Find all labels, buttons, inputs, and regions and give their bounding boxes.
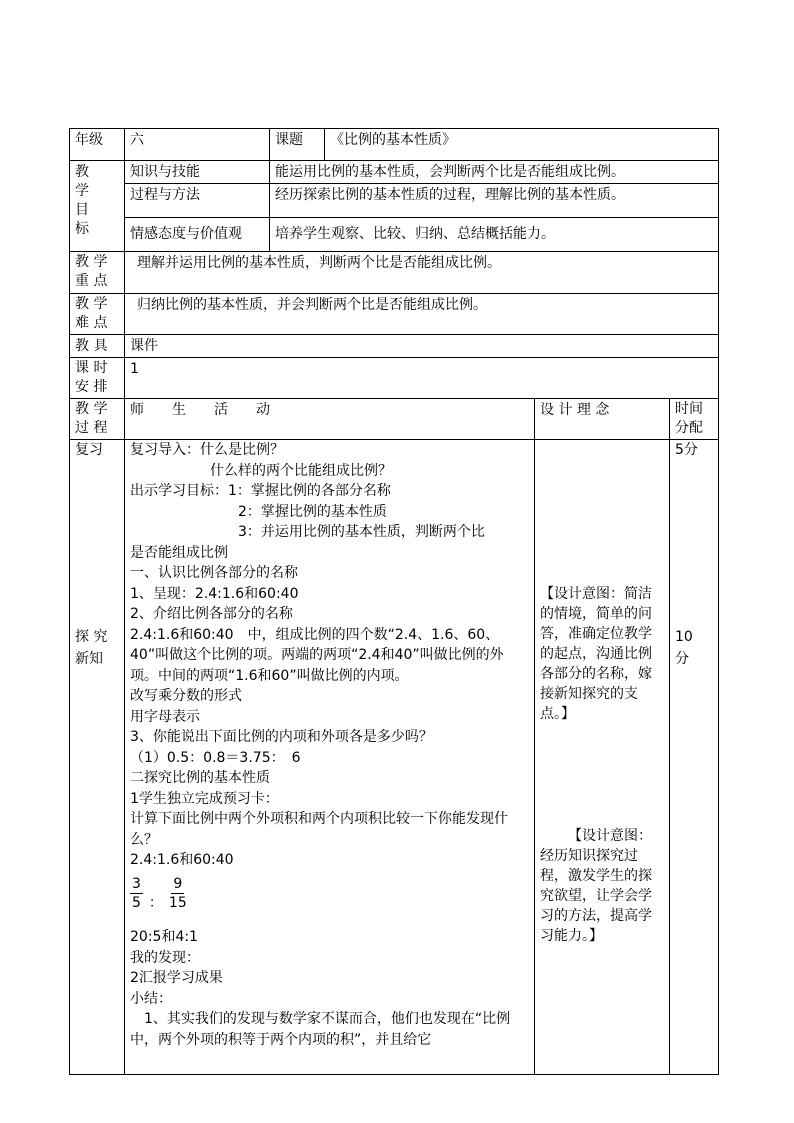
activity-line: 改写乘分数的形式 [130,688,242,704]
time-review: 5分 [675,442,698,458]
time-explore [675,626,693,670]
key-points-text: 理解并运用比例的基本性质，判断两个比是否能组成比例。 [125,252,719,294]
design-note-2: 【设计意图：经历知识探究过程，激发学生的探究欲望，让学会学习的方法，提高学习能力。】 [540,828,652,944]
topic-value: 《比例的基本性质》 [325,129,719,161]
objective-name-attitude: 情感态度与价值观 [125,218,270,252]
activity-body [130,440,529,1074]
activity-line: 20:5和4:1 [130,929,198,945]
design-header: 设 计 理 念 [535,399,670,440]
activity-paragraph: 2.4:1.6和60:40 中，组成比例的四个数“2.4、1.6、60、40”叫做这个比例的项。两端的两项“2.4和40”叫做比例的外项。中间的两项“1.6和60”叫做比例的内项。 [130,626,504,684]
activity-line: （1）0.5：0.8＝3.75： 6 [130,749,301,766]
activity-line: 2、介绍比例各部分的名称 [130,606,293,622]
activity-line: 1学生独立完成预习卡： [130,790,279,807]
time-column [670,440,719,1075]
activity-paragraph: 1、其实我们的发现与数学家不谋而合，他们也发现在“比例中，两个外项的积等于两个内项的积”，并且给它 [130,1011,511,1048]
key-points-label-text: 教 学 重 点 [75,254,108,289]
time-header [670,399,719,440]
activity-line: 2：掌握比例的基本性质 [238,503,387,520]
activity-line: 3、你能说出下面比例的内项和外项各是多少吗？ [130,729,433,745]
stage-explore-text: 探 究 新知 [75,629,108,667]
fraction-separator: ： [148,894,163,911]
fraction-a-denominator: 5 [132,895,141,912]
lesson-plan-table [69,128,719,1075]
stage-explore [75,626,107,670]
objective-text-knowledge: 能运用比例的基本性质，会判断两个比是否能组成比例。 [270,161,719,184]
spacer [130,913,529,927]
key-points-label [70,252,125,294]
fraction-a-numerator: 3 [132,876,141,893]
tools-label: 教 具 [70,335,125,358]
activity-line: 3：并运用比例的基本性质，判断两个比 [238,524,485,540]
objective-name-knowledge: 知识与技能 [125,161,270,184]
fraction-a [130,875,143,912]
process-label [70,399,125,440]
process-label-text: 教 学 过 程 [75,401,108,436]
hours-label [70,358,125,399]
activity-line: 2.4:1.6和60:40 [130,852,234,868]
objectives-label [70,161,125,252]
difficult-points-text: 归纳比例的基本性质，并会判断两个比是否能组成比例。 [125,294,719,335]
activity-paragraph: 计算下面比例中两个外项积和两个内项积比较一下你能发现什么？ [130,811,508,848]
objective-text-attitude: 培养学生观察、比较、归纳、总结概括能力。 [270,218,719,252]
objectives-label-text: 教 学 目 标 [75,164,89,237]
design-body [540,440,664,1074]
activity-line: 二探究比例的基本性质 [130,770,270,786]
activity-line: 用字母表示 [130,708,200,725]
stage-column [70,440,125,1075]
fraction-pair [130,875,187,914]
activity-column [125,440,535,1075]
stage-column-body [75,440,119,1074]
time-header-text: 时间 分配 [675,401,703,436]
difficult-points-label [70,294,125,335]
hours-label-text: 课 时 安 排 [75,360,108,395]
fraction-b-numerator: 9 [173,876,183,893]
stage-review: 复习 [75,442,103,458]
activity-line: 复习导入：什么是比例？ [130,442,284,458]
time-explore-text: 10 分 [675,629,693,667]
design-note-1: 【设计意图：简洁的情境，简单的问答，准确定位教学的起点，沟通比例各部分的名称，嫁接新知探究的支点。】 [540,586,652,722]
difficult-points-label-text: 教 学 难 点 [75,296,108,331]
design-column [535,440,670,1075]
fraction-b [169,875,187,912]
activity-line: 是否能组成比例 [130,544,228,561]
activity-line: 小结： [130,990,172,1007]
activity-line: 1、呈现：2.4:1.6和60:40 [130,585,299,602]
topic-label: 课题 [270,129,325,161]
time-body [675,440,713,1074]
activity-line: 一、认识比例各部分的名称 [130,565,298,581]
hours-text: 1 [125,358,719,399]
activity-header: 师 生 活 动 [125,399,535,440]
grade-label: 年级 [70,129,125,161]
activity-line: 2汇报学习成果 [130,970,223,986]
activity-line: 出示学习目标：1：掌握比例的各部分名称 [130,483,391,499]
tools-text: 课件 [125,335,719,358]
activity-line: 什么样的两个比能组成比例？ [210,462,392,479]
objective-text-process: 经历探索比例的基本性质的过程，理解比例的基本性质。 [270,184,719,218]
fraction-b-denominator: 15 [168,895,187,912]
objective-name-process: 过程与方法 [125,184,270,218]
activity-line: 我的发现： [130,949,200,966]
grade-value: 六 [125,129,270,161]
